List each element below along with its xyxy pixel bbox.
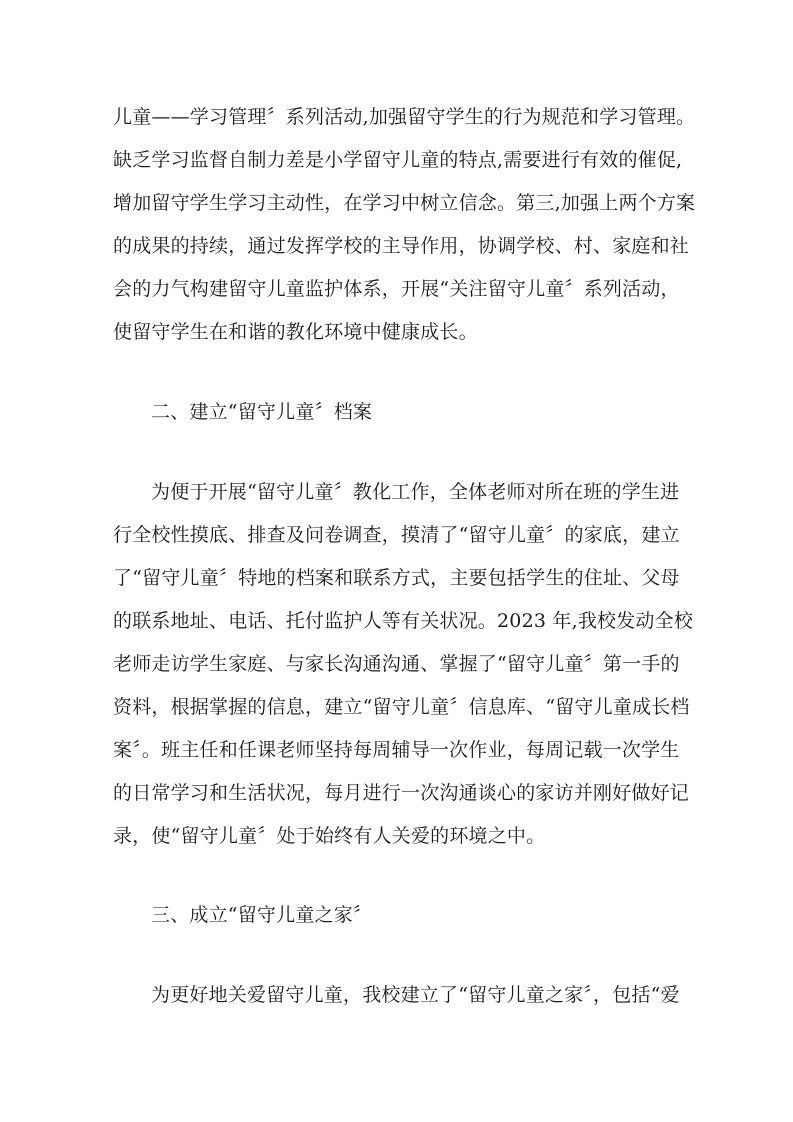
paragraph-line: 使留守学生在和谐的教化环境中健康成长。 (113, 321, 478, 343)
paragraph-line: 案〞。班主任和任课老师坚持每周辅导一次作业，每周记载一次学生 (113, 739, 680, 761)
paragraph-line: 的成果的持续，通过发挥学校的主导作用，协调学校、村、家庭和社 (113, 235, 690, 257)
section-heading: 三、成立“留守儿童之家〞 (151, 904, 373, 926)
paragraph-line: 的日常学习和生活状况，每月进行一次沟通谈心的家访并刚好做好记 (113, 782, 690, 804)
paragraph-line: 增加留守学生学习主动性，在学习中树立信念。第三,加强上两个方案 (113, 192, 696, 214)
paragraph-line: 为更好地关爱留守儿童，我校建立了“留守儿童之家〞，包括“爱 (151, 984, 680, 1006)
paragraph-line: 资料，根据掌握的信息，建立“留守儿童〞信息库、“留守儿童成长档 (113, 696, 690, 718)
paragraph-line: 会的力气构建留守儿童监护体系，开展“关注留守儿童〞系列活动， (113, 278, 680, 300)
paragraph-line: 行全校性摸底、排查及问卷调查，摸清了“留守儿童〞的家底，建立 (113, 524, 680, 546)
paragraph-line: 缺乏学习监督自制力差是小学留守儿童的特点,需要进行有效的催促, (113, 149, 683, 171)
paragraph-line: 录，使“留守儿童〞处于始终有人关爱的环境之中。 (113, 825, 546, 847)
paragraph-line: 的联系地址、电话、托付监护人等有关状况。2023 年,我校发动全校 (113, 610, 694, 632)
paragraph-line: 儿童——学习管理〞系列活动,加强留守学生的行为规范和学习管理。 (113, 106, 696, 128)
paragraph-line: 为便于开展“留守儿童〞教化工作，全体老师对所在班的学生进 (151, 481, 680, 503)
paragraph-line: 了“留守儿童〞特地的档案和联系方式，主要包括学生的住址、父母 (113, 567, 680, 589)
paragraph-line: 老师走访学生家庭、与家长沟通沟通、掌握了“留守儿童〞第一手的 (113, 653, 680, 675)
section-heading: 二、建立“留守儿童〞档案 (151, 401, 373, 423)
